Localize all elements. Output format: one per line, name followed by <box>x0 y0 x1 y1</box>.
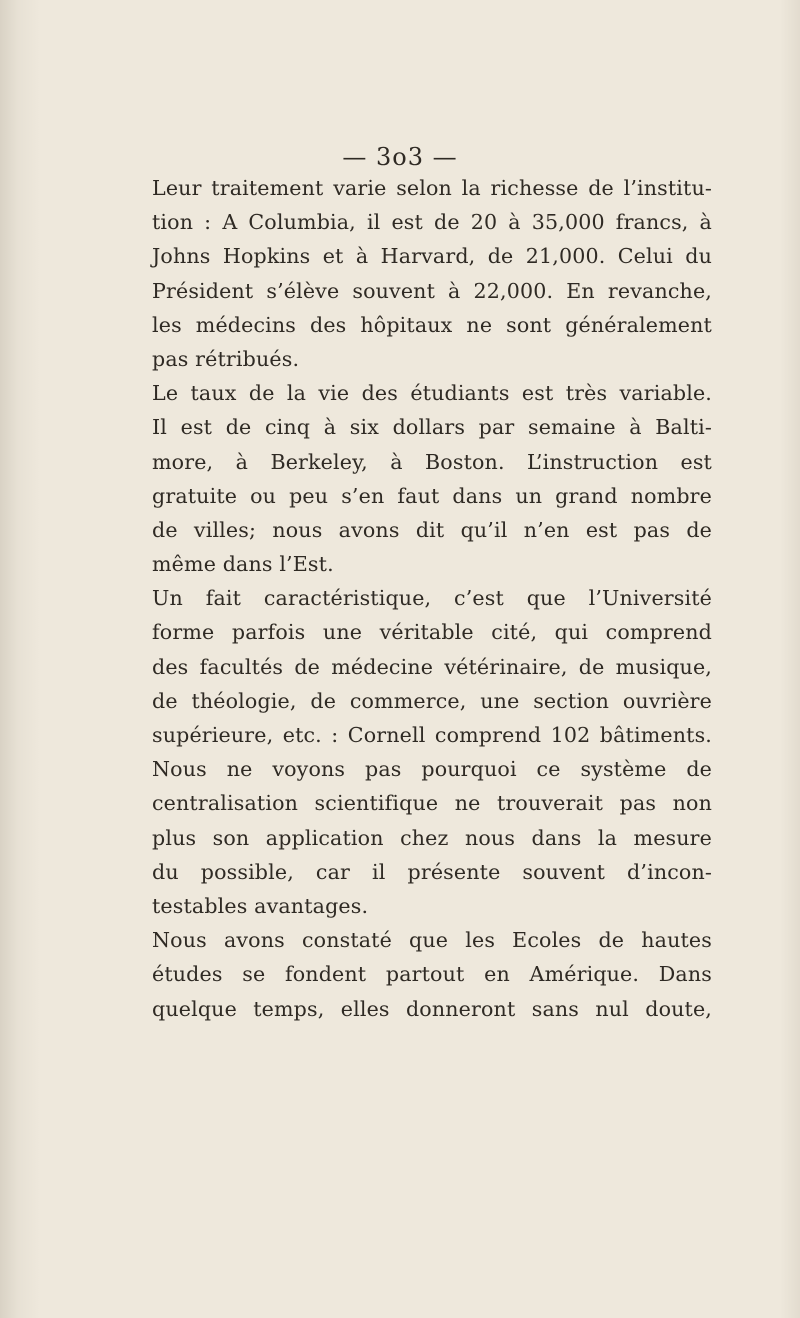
text-line: de théologie, de commerce, une section ouvrière <box>152 688 712 713</box>
text-line: études se fondent partout en Amérique. Dans <box>152 962 712 987</box>
text-line: more, à Berkeley, à Boston. L’instruction est <box>152 449 712 474</box>
text-line: Nous avons constaté que les Ecoles de hautes <box>152 928 712 953</box>
page-number: — 3o3 — <box>342 143 458 171</box>
text-line: les médecins des hôpitaux ne sont généralement <box>152 312 712 337</box>
text-line: Leur traitement varie selon la richesse de l’institu- <box>152 176 712 200</box>
text-line: Il est de cinq à six dollars par semaine à Balti- <box>152 415 712 440</box>
text-line: plus son application chez nous dans la mesure <box>152 825 712 850</box>
text-line: Johns Hopkins et à Harvard, de 21,000. Celui du <box>152 244 712 269</box>
text-line: même dans l’Est. <box>152 552 334 577</box>
text-line: centralisation scientifique ne trouverait pas non <box>152 791 712 816</box>
text-line: quelque temps, elles donneront sans nul doute, <box>152 996 712 1021</box>
text-line: tion : A Columbia, il est de 20 à 35,000 francs, à <box>152 210 712 235</box>
text-line: Un fait caractéristique, c’est que l’Université <box>152 586 712 611</box>
text-line: des facultés de médecine vétérinaire, de musique, <box>152 654 712 679</box>
text-line: gratuite ou peu s’en faut dans un grand nombre <box>152 483 712 508</box>
text-line: testables avantages. <box>152 893 369 918</box>
text-line: pas rétribués. <box>152 346 300 371</box>
text-line: forme parfois une véritable cité, qui comprend <box>152 620 712 645</box>
text-line: Le taux de la vie des étudiants est très variable. <box>152 381 712 406</box>
text-line: Président s’élève souvent à 22,000. En revanche, <box>152 278 712 303</box>
text-line: de villes; nous avons dit qu’il n’en est pas de <box>152 517 712 542</box>
text-line: du possible, car il présente souvent d’incon- <box>152 859 712 884</box>
body-text <box>152 171 712 1026</box>
text-line: Nous ne voyons pas pourquoi ce système de <box>152 757 712 782</box>
text-line: supérieure, etc. : Cornell comprend 102 bâtiments. <box>152 723 712 747</box>
